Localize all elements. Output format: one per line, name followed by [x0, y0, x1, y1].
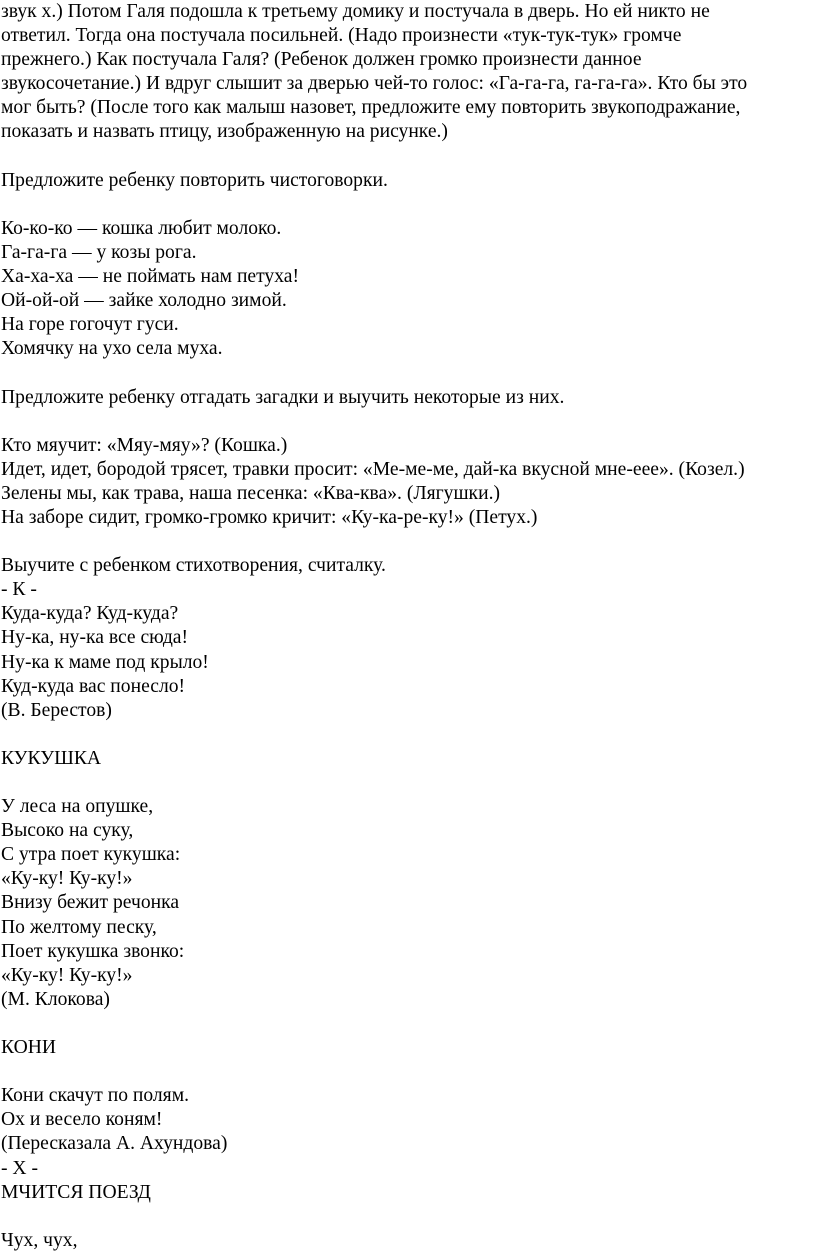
- text-line: звук х.) Потом Галя подошла к третьему домику и постучала в дверь. Но ей никто не: [1, 1, 710, 22]
- poem-koni: [1, 1084, 813, 1156]
- blank-line: [1, 145, 813, 169]
- tongue-twister-line: Га-га-га — у козы рога.: [1, 241, 197, 263]
- intro-paragraph: [1, 0, 813, 145]
- poem-line: Чух, чух,: [1, 1229, 78, 1251]
- poem-line: Высоко на суку,: [1, 820, 134, 842]
- tongue-twister-line: Ой-ой-ой — зайке холодно зимой.: [1, 290, 287, 312]
- riddles-list: [1, 434, 813, 530]
- poem-line: Поет кукушка звонко:: [1, 940, 185, 962]
- tongue-twister-line: Ко-ко-ко — кошка любит молоко.: [1, 217, 282, 239]
- blank-line: [1, 193, 813, 217]
- blank-line: [1, 1205, 813, 1229]
- blank-line: [1, 1012, 813, 1036]
- poem-title-kukushka: КУКУШКА: [1, 747, 102, 769]
- text-line: ответил. Тогда она постучала посильней. (Надо произнести «тук-тук-тук» громче: [1, 25, 682, 47]
- blank-line: [1, 1060, 813, 1084]
- riddle-line: Идет, идет, бородой трясет, травки просит: «Ме-ме-ме, дай-ка вкусной мне-еее». (Козел.): [1, 458, 745, 480]
- poem-line: Ну-ка, ну-ка все сюда!: [1, 627, 189, 649]
- blank-line: [1, 771, 813, 795]
- poem-kuda-kuda: [1, 602, 813, 722]
- poem-kukushka: [1, 795, 813, 1012]
- poem-line: Куда-куда? Куд-куда?: [1, 603, 179, 625]
- poem-mchitsya-poezd: [1, 1229, 813, 1253]
- poem-line: Внизу бежит речонка: [1, 892, 180, 914]
- poem-author: (М. Клокова): [1, 988, 110, 1010]
- blank-line: [1, 530, 813, 554]
- poem-line: «Ку-ку! Ку-ку!»: [1, 964, 133, 986]
- poems-instruction: Выучите с ребенком стихотворения, считалку.: [1, 555, 386, 577]
- riddle-line: На заборе сидит, громко-громко кричит: «Ку-ка-ре-ку!» (Петух.): [1, 506, 538, 528]
- poem-line: У леса на опушке,: [1, 796, 154, 818]
- tongue-twister-line: На горе гогочут гуси.: [1, 314, 179, 336]
- poem-author: (Пересказала А. Ахундова): [1, 1133, 228, 1155]
- poem-title-koni: КОНИ: [1, 1037, 57, 1059]
- text-line: прежнего.) Как постучала Галя? (Ребенок должен громко произнести данное: [1, 49, 642, 71]
- poem-author: (В. Берестов): [1, 699, 112, 721]
- blank-line: [1, 723, 813, 747]
- section-marker-k: - К -: [1, 579, 37, 601]
- blank-line: [1, 361, 813, 385]
- poem-line: С утра поет кукушка:: [1, 844, 181, 866]
- poem-title-mchitsya-poezd: МЧИТСЯ ПОЕЗД: [1, 1181, 151, 1203]
- riddles-instruction: Предложите ребенку отгадать загадки и выучить некоторые из них.: [1, 386, 565, 408]
- poem-line: По желтому песку,: [1, 916, 157, 938]
- riddle-line: Зелены мы, как трава, наша песенка: «Ква-ква». (Лягушки.): [1, 482, 500, 504]
- poem-line: Ох и весело коням!: [1, 1109, 163, 1131]
- riddle-line: Кто мяучит: «Мяу-мяу»? (Кошка.): [1, 434, 288, 456]
- text-line: мог быть? (После того как малыш назовет, предложите ему повторить звукоподражание,: [1, 97, 741, 119]
- tongue-twister-line: Ха-ха-ха — не поймать нам петуха!: [1, 266, 299, 288]
- blank-line: [1, 410, 813, 434]
- poem-line: Ну-ка к маме под крыло!: [1, 651, 209, 673]
- poem-line: Куд-куда вас понесло!: [1, 675, 186, 697]
- poem-line: Кони скачут по полям.: [1, 1085, 189, 1107]
- section-marker-h: - Х -: [1, 1157, 38, 1179]
- text-line: звукосочетание.) И вдруг слышит за дверью чей-то голос: «Га-га-га, га-га-га». Кто бы это: [1, 73, 748, 95]
- poem-line: «Ку-ку! Ку-ку!»: [1, 868, 133, 890]
- tongue-twisters-list: [1, 217, 813, 362]
- text-line: показать и назвать птицу, изображенную на рисунке.): [1, 121, 448, 143]
- tongue-twister-line: Хомячку на ухо села муха.: [1, 338, 223, 360]
- tongue-twisters-instruction: Предложите ребенку повторить чистоговорки.: [1, 169, 388, 191]
- document-page: [1, 0, 813, 1253]
